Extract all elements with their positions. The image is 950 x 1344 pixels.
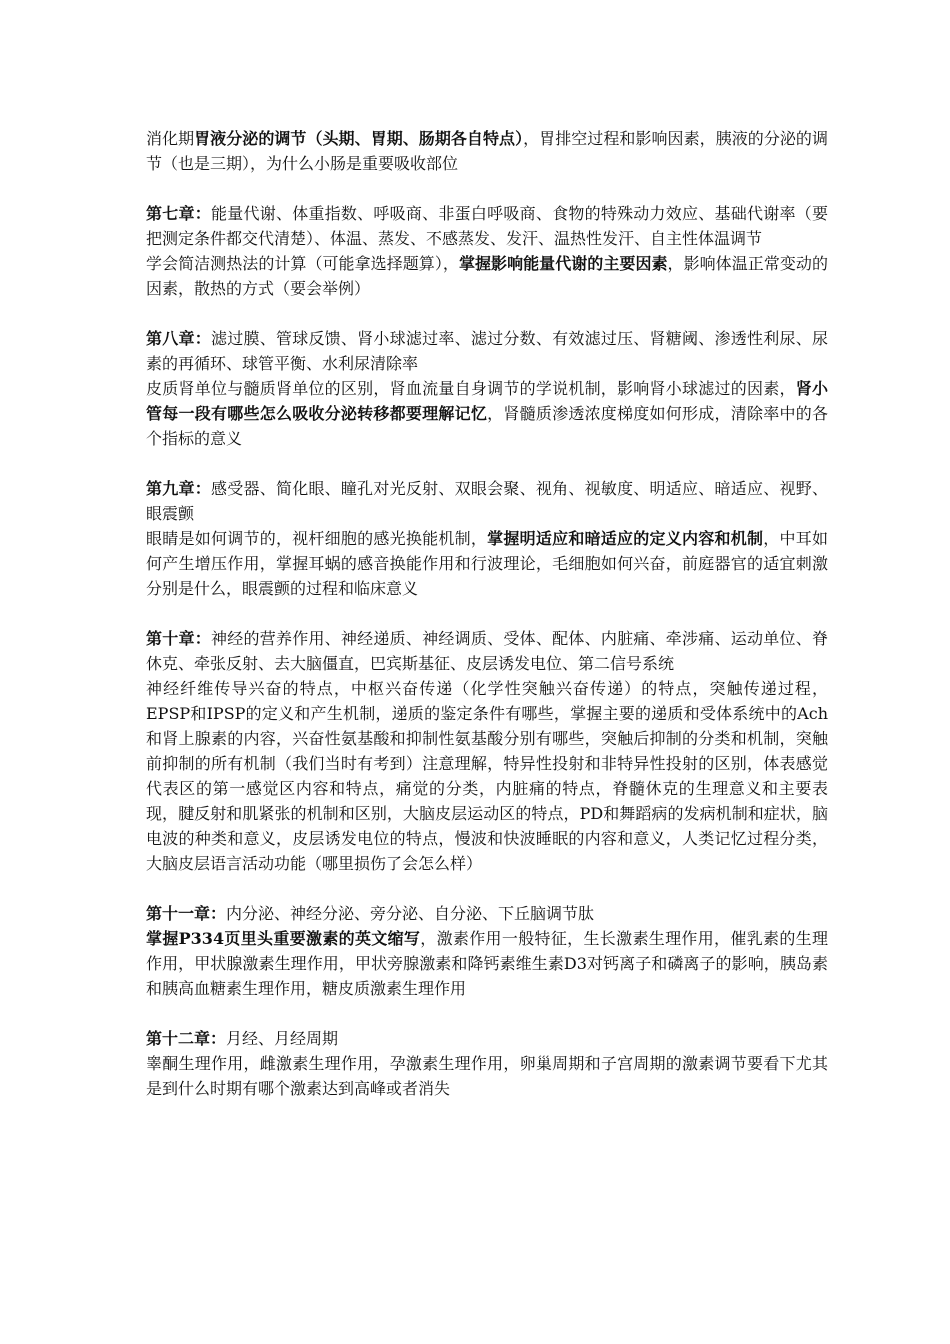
- chapter-9-content: [146, 526, 828, 601]
- chapter-9-content-text: 眼睛是如何调节的，视杆细胞的感光换能机制，: [146, 529, 488, 548]
- chapter-9-terms-text: 感受器、简化眼、瞳孔对光反射、双眼会聚、视角、视敏度、明适应、暗适应、视野、眼震颤: [146, 479, 828, 523]
- section-chapter-11: [146, 901, 828, 1001]
- chapter-7-heading: 第七章：: [146, 204, 211, 223]
- chapter-12-terms: [146, 1026, 828, 1051]
- chapter-9-heading: 第九章：: [146, 479, 211, 498]
- section-digestion: [146, 126, 828, 176]
- chapter-12-content-text: 睾酮生理作用，雌激素生理作用，孕激素生理作用，卵巢周期和子宫周期的激素调节要看下尤其是到什么时期有哪个激素达到高峰或者消失: [146, 1054, 828, 1098]
- chapter-8-terms: [146, 326, 828, 376]
- chapter-7-content: [146, 251, 828, 301]
- chapter-9-content-end: ，中耳如何产生增压作用，掌握耳蜗的感音换能作用和行波理论，毛细胞如何兴奋，前庭器官的适宜刺激分别是什么，眼震颤的过程和临床意义: [146, 529, 828, 598]
- chapter-12-terms-text: 月经、月经周期: [226, 1029, 339, 1048]
- chapter-10-heading: 第十章：: [146, 629, 211, 648]
- intro-bold-text: 胃液分泌的调节（头期、胃期、肠期各自特点）: [194, 129, 524, 148]
- chapter-11-heading: 第十一章：: [146, 904, 227, 923]
- chapter-8-content: [146, 376, 828, 451]
- chapter-7-content-text: 学会简洁测热法的计算（可能拿选择题算），: [146, 254, 459, 273]
- section-chapter-12: [146, 1026, 828, 1101]
- section-chapter-7: [146, 201, 828, 301]
- chapter-8-terms-text: 滤过膜、管球反馈、肾小球滤过率、滤过分数、有效滤过压、肾糖阈、渗透性利尿、尿素的再循环、球管平衡、水利尿清除率: [146, 329, 828, 373]
- chapter-12-heading: 第十二章：: [146, 1029, 227, 1048]
- chapter-7-bold-text: 掌握影响能量代谢的主要因素: [458, 254, 668, 273]
- chapter-7-content-end: ，影响体温正常变动的因素，散热的方式（要会举例）: [146, 254, 828, 298]
- chapter-10-content-text: 神经纤维传导兴奋的特点，中枢兴奋传递（化学性突触兴奋传递）的特点，突触传递过程，EPSP和IPSP的定义和产生机制，递质的鉴定条件有哪些，掌握主要的递质和受体系统中的Ach和肾上腺素的内容，兴奋性氨基酸和抑制性氨基酸分别有哪些，突触后抑制的分类和机制，突触前抑制的所有机制（我们当时有考到）注意理解，特异性投射和非特异性投射的区别，体表感觉代表区的第一感觉区内容和特点，痛觉的分类，内脏痛的特点，脊髓休克的生理意义和主要表现，腱反射和肌紧张的机制和区别，大脑皮层运动区的特点，PD和舞蹈病的发病机制和症状，脑电波的种类和意义，皮层诱发电位的特点，慢波和快波睡眠的内容和意义，人类记忆过程分类，大脑皮层语言活动功能（哪里损伤了会怎么样）: [146, 679, 828, 873]
- chapter-11-content: [146, 926, 828, 1001]
- chapter-8-heading: 第八章：: [146, 329, 211, 348]
- chapter-11-content-end: ，激素作用一般特征，生长激素生理作用，催乳素的生理作用，甲状腺激素生理作用，甲状旁腺激素和降钙素维生素D3对钙离子和磷离子的影响，胰岛素和胰高血糖素生理作用，糖皮质激素生理作用: [146, 929, 828, 998]
- intro-text: 消化期: [146, 129, 195, 148]
- section-chapter-8: [146, 326, 828, 451]
- chapter-9-terms: [146, 476, 828, 526]
- chapter-11-terms-text: 内分泌、神经分泌、旁分泌、自分泌、下丘脑调节肽: [226, 904, 595, 923]
- section-chapter-10: [146, 626, 828, 876]
- chapter-8-content-end: ，肾髓质渗透浓度梯度如何形成，清除率中的各个指标的意义: [146, 404, 828, 448]
- document-page: [146, 126, 828, 1126]
- chapter-11-terms: [146, 901, 828, 926]
- intro-text-end: ，胃排空过程和影响因素，胰液的分泌的调节（也是三期），为什么小肠是重要吸收部位: [146, 129, 828, 173]
- chapter-8-bold-text: 肾小管每一段有哪些怎么吸收分泌转移都要理解记忆: [146, 379, 828, 423]
- chapter-10-content: [146, 676, 828, 876]
- section-chapter-9: [146, 476, 828, 601]
- chapter-10-terms: [146, 626, 828, 676]
- digestion-paragraph: [146, 126, 828, 176]
- chapter-7-terms-text: 能量代谢、体重指数、呼吸商、非蛋白呼吸商、食物的特殊动力效应、基础代谢率（要把测定条件都交代清楚）、体温、蒸发、不感蒸发、发汗、温热性发汗、自主性体温调节: [146, 204, 828, 248]
- chapter-12-content: [146, 1051, 828, 1101]
- chapter-10-terms-text: 神经的营养作用、神经递质、神经调质、受体、配体、内脏痛、牵涉痛、运动单位、脊休克、牵张反射、去大脑僵直，巴宾斯基征、皮层诱发电位、第二信号系统: [146, 629, 828, 673]
- chapter-7-terms: [146, 201, 828, 251]
- chapter-9-bold-text: 掌握明适应和暗适应的定义内容和机制: [487, 529, 764, 548]
- chapter-11-bold-text: 掌握P334页里头重要激素的英文缩写: [146, 929, 421, 948]
- chapter-8-content-text: 皮质肾单位与髓质肾单位的区别，肾血流量自身调节的学说机制，影响肾小球滤过的因素，: [146, 379, 796, 398]
